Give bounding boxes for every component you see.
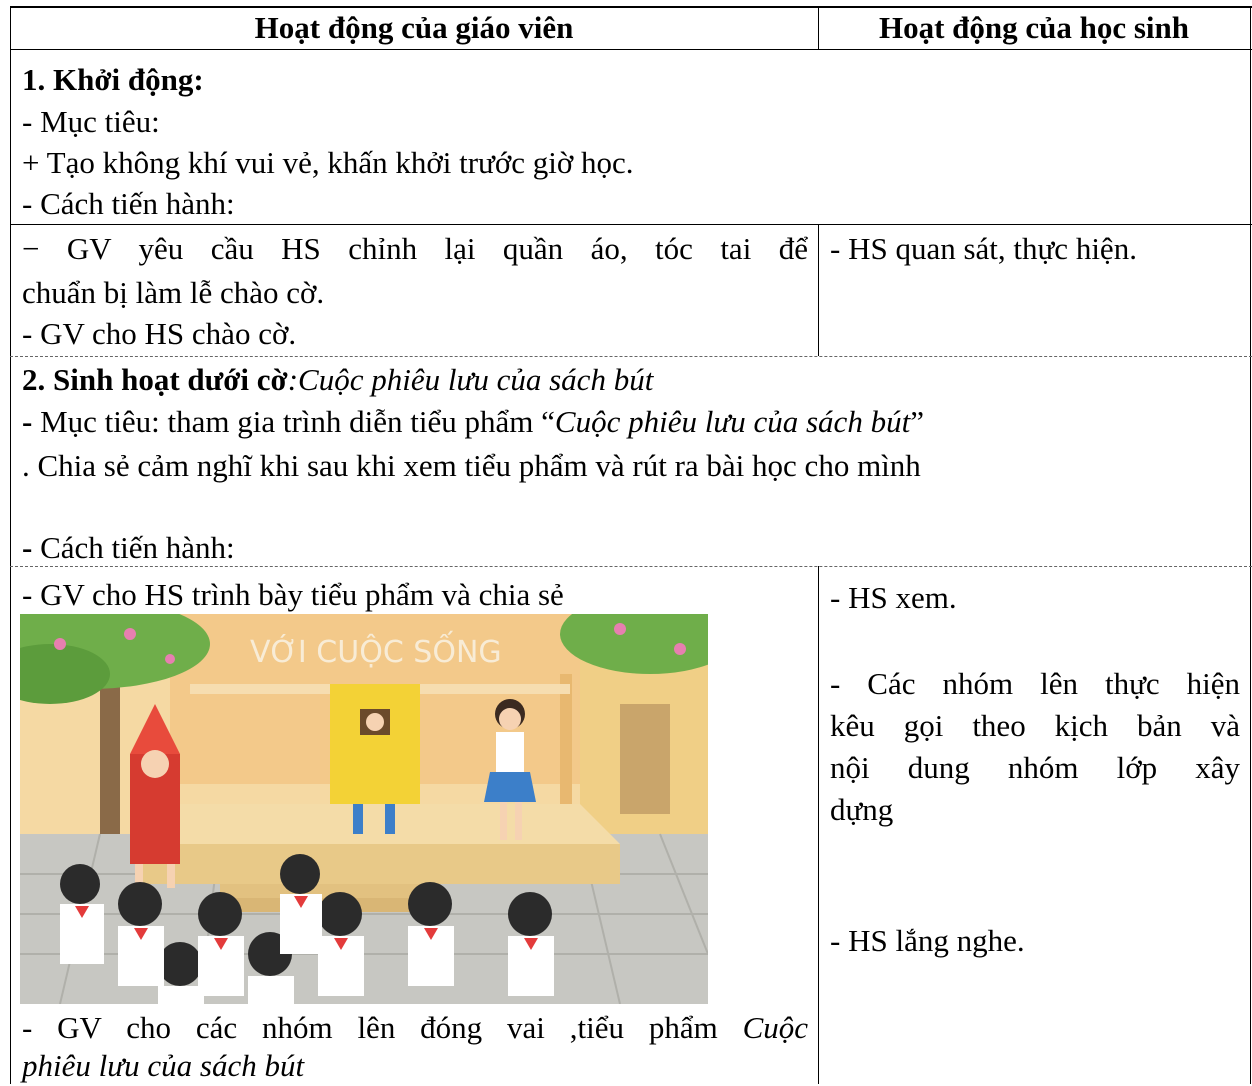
section2-goal-italic: Cuộc phiêu lưu của sách bút — [554, 404, 911, 439]
section2-method-label: Cách tiến hành: — [32, 530, 235, 565]
section2-teacher-line3: phiêu lưu của sách bút — [22, 1048, 305, 1083]
section2-goal-suffix: ” — [910, 404, 924, 439]
column-divider-row2 — [818, 566, 819, 1084]
section2-student-line1: - HS xem. — [830, 580, 957, 615]
table-left-border — [10, 6, 11, 1084]
section1-teacher-line1: − GV yêu cầu HS chỉnh lại quần áo, tóc tai để — [22, 231, 808, 266]
section2-goal-dash: - — [22, 404, 33, 439]
header-teacher: Hoạt động của giáo viên — [254, 10, 574, 45]
skit-illustration — [20, 614, 708, 1004]
section1-teacher-line2: chuẩn bị làm lễ chào cờ. — [22, 275, 325, 310]
section2-student-line2: - Các nhóm lên thực hiện — [830, 666, 1240, 701]
row-divider-1 — [10, 224, 1252, 225]
section2-student-line6: - HS lắng nghe. — [830, 923, 1025, 958]
section2-teacher-line1: - GV cho HS trình bày tiểu phẩm và chia sẻ — [22, 577, 564, 612]
section1-title: 1. Khởi động: — [22, 62, 204, 97]
section2-student-line5: dựng — [830, 792, 894, 827]
banner-text: VỚI CUỘC SỐNG — [250, 635, 502, 670]
section2-goal-line2: . Chia sẻ cảm nghĩ khi sau khi xem tiểu phẩm và rút ra bài học cho mình — [22, 448, 921, 483]
section2-teacher-line2 — [22, 1008, 808, 1048]
section2-student-line3: kêu gọi theo kịch bản và — [830, 708, 1240, 743]
section2-goal — [22, 402, 924, 442]
row-divider-2 — [10, 356, 1252, 357]
section1-student-line1: - HS quan sát, thực hiện. — [830, 231, 1137, 266]
section2-title-bold: 2. Sinh hoạt dưới cờ — [22, 362, 288, 397]
section1-teacher-line3: - GV cho HS chào cờ. — [22, 316, 297, 351]
section2-method-dash: - — [22, 530, 33, 565]
section2-title-italic: :Cuộc phiêu lưu của sách bút — [287, 362, 654, 397]
section2-student-line4: nội dung nhóm lớp xây — [830, 750, 1240, 785]
section2-title — [22, 360, 653, 400]
section2-method — [22, 528, 235, 568]
section2-goal-prefix: Mục tiêu: tham gia trình diễn tiểu phẩm “ — [32, 404, 555, 439]
section1-method-label: - Cách tiến hành: — [22, 186, 235, 221]
column-divider-row1 — [818, 224, 819, 356]
section1-goal-label: - Mục tiêu: — [22, 104, 160, 139]
header-student: Hoạt động của học sinh — [878, 10, 1190, 45]
section1-goal-text: + Tạo không khí vui vẻ, khấn khởi trước giờ học. — [22, 145, 634, 180]
header-bottom-border — [10, 49, 1252, 50]
table-right-border — [1250, 6, 1251, 1084]
section2-teacher-line2-italic: Cuộc — [742, 1010, 808, 1045]
skit-scene-image — [20, 614, 708, 1004]
section2-teacher-line2-prefix: - GV cho các nhóm lên đóng vai ,tiểu phẩm — [22, 1010, 743, 1045]
